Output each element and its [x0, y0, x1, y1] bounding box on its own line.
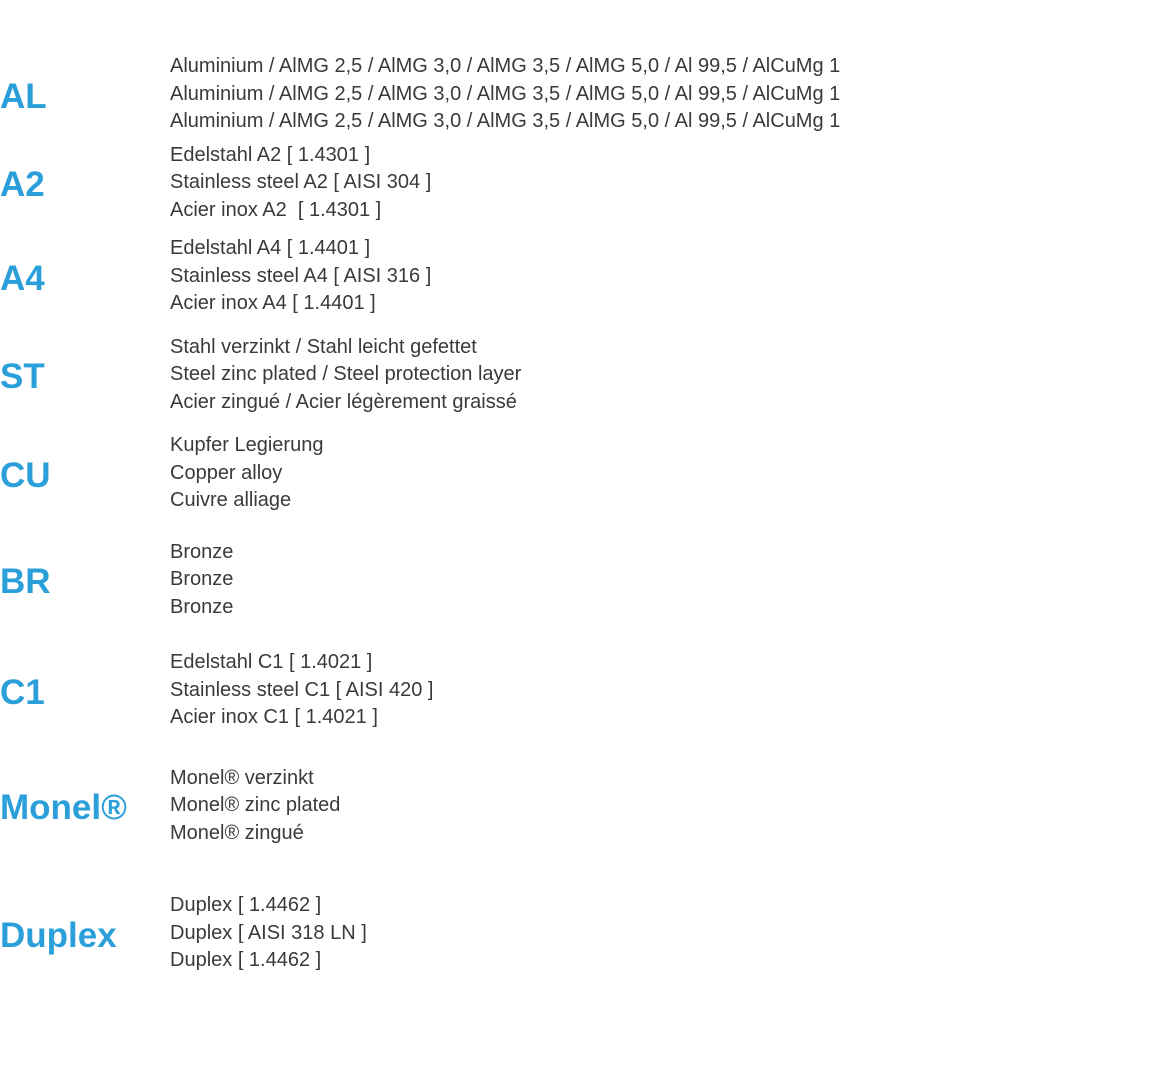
material-code: C1 [0, 672, 45, 712]
material-row-duplex [0, 892, 1160, 975]
material-description-en: Bronze [170, 568, 234, 590]
material-description-en: Stainless steel A2 [ AISI 304 ] [170, 171, 432, 193]
material-descriptions [170, 432, 1160, 515]
material-row-st [0, 334, 1160, 417]
material-description-de: Bronze [170, 540, 234, 563]
material-code: A4 [0, 258, 45, 298]
material-description-de: Edelstahl A2 [ 1.4301 ] [170, 143, 371, 166]
material-description-fr: Bronze [170, 595, 234, 618]
material-description-fr: Acier zingué / Acier légèrement graissé [170, 390, 517, 413]
material-code: A2 [0, 165, 45, 205]
material-row-br [0, 539, 1160, 622]
material-description-en: Stainless steel C1 [ AISI 420 ] [170, 678, 434, 701]
material-description-fr: Acier inox C1 [ 1.4021 ] [170, 706, 378, 728]
material-description-en: Stainless steel A4 [ AISI 316 ] [170, 264, 432, 287]
material-code: ST [0, 357, 45, 397]
material-descriptions [170, 892, 1160, 975]
material-description-en: Monel® zinc plated [170, 794, 341, 816]
material-descriptions [170, 765, 1160, 848]
material-description-fr: Aluminium / AlMG 2,5 / AlMG 3,0 / AlMG 3,5 / AlMG 5,0 / Al 99,5 / AlCuMg 1 [170, 110, 841, 132]
material-description-en: Steel zinc plated / Steel protection layer [170, 363, 522, 385]
material-description-de: Edelstahl C1 [ 1.4021 ] [170, 651, 373, 673]
material-description-de: Aluminium / AlMG 2,5 / AlMG 3,0 / AlMG 3,5 / AlMG 5,0 / Al 99,5 / AlCuMg 1 [170, 55, 841, 77]
material-descriptions [170, 142, 1160, 225]
material-description-de: Monel® verzinkt [170, 766, 314, 789]
material-row-cu [0, 432, 1160, 515]
material-description-en: Aluminium / AlMG 2,5 / AlMG 3,0 / AlMG 3,5 / AlMG 5,0 / Al 99,5 / AlCuMg 1 [170, 82, 841, 105]
material-description-fr: Monel® zingué [170, 821, 304, 844]
material-descriptions [170, 53, 1160, 136]
material-row-monel [0, 765, 1160, 848]
material-description-fr: Acier inox A2 [ 1.4301 ] [170, 198, 382, 221]
material-code: AL [0, 76, 47, 116]
material-code: Duplex [0, 915, 117, 955]
material-description-de: Stahl verzinkt / Stahl leicht gefettet [170, 335, 477, 358]
material-description-en: Copper alloy [170, 461, 283, 484]
material-descriptions [170, 334, 1160, 417]
material-row-a2 [0, 142, 1160, 225]
material-row-al [0, 53, 1160, 136]
material-code: CU [0, 455, 51, 495]
material-descriptions [170, 235, 1160, 318]
material-description-fr: Cuivre alliage [170, 489, 292, 511]
material-code: BR [0, 562, 51, 602]
material-row-c1 [0, 649, 1160, 732]
material-description-fr: Duplex [ 1.4462 ] [170, 949, 322, 971]
material-row-a4 [0, 235, 1160, 318]
material-description-de: Kupfer Legierung [170, 434, 324, 456]
material-description-en: Duplex [ AISI 318 LN ] [170, 921, 367, 944]
material-description-de: Edelstahl A4 [ 1.4401 ] [170, 237, 371, 259]
material-descriptions [170, 649, 1160, 732]
material-description-fr: Acier inox A4 [ 1.4401 ] [170, 292, 376, 314]
material-code: Monel® [0, 788, 127, 828]
material-description-de: Duplex [ 1.4462 ] [170, 894, 322, 916]
material-descriptions [170, 539, 1160, 622]
